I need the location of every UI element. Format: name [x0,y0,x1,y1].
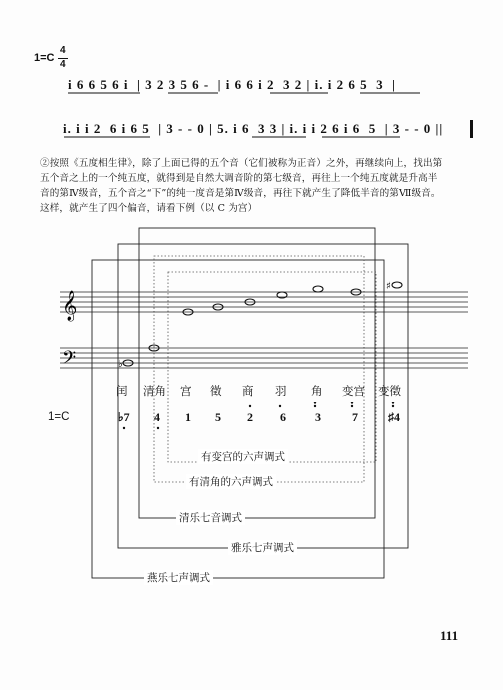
jianpu-yu: 6 [280,410,286,424]
jianpu-biangong: 7 [352,410,358,424]
jianpu-shang: 2 [247,410,253,424]
mode-yayue: 雅乐七声调式 [228,540,297,555]
note-name-biangong: 变宫 [342,384,365,398]
time-signature-top: 4 [60,45,66,56]
time-signature-bottom: 4 [60,59,66,70]
jianpu-zhi: 5 [215,410,221,424]
jianpu-qingjiao: 4 [154,410,160,424]
mode-qingyue: 清乐七音调式 [176,510,245,525]
note-name-qingjiao: 清角 [143,384,166,398]
mode-six-with-qingjiao: 有清角的六声调式 [186,474,276,489]
note-name-jiao: 角 [311,384,323,398]
jianpu-jiao: 3 [315,410,321,424]
score-line-2: i. i i 2 6 i 6 5 | 3 - - 0 | 5. i 6 3 3 | i. i i 2 6 i 6 5 | 3 - - 0 || [63,121,444,136]
note-name-yu: 羽 [275,384,287,398]
paragraph-line-4: 这样，就产生了四个偏音，请看下例（以 C 为宫） [40,203,258,214]
jianpu-bianzhi: ♯4 [388,410,400,424]
treble-clef-icon: 𝄞 [62,291,78,321]
sharp-sign-icon: ♯ [386,281,391,292]
bass-clef-icon: 𝄢 [62,348,77,373]
jianpu-gong: 1 [185,410,191,424]
mode-six-with-biangong: 有变宫的六声调式 [198,449,288,464]
paragraph-line-1: ②按照《五度相生律》，除了上面已得的五个音（它们被称为正音）之外，再继续向上，找出第 [40,158,443,169]
flat-sign-icon: ♭ [118,359,123,370]
treble-staff [60,292,468,312]
score-line-1: i 6 6 5 6 i | 3 2 3 5 6 - | i 6 6 i 2 3 2 | i. i 2 6 5 3 | [68,77,396,92]
diagram-key: 1=C [48,411,70,423]
frame-biangong-six [168,272,376,462]
paragraph-line-2: 五个音之上的一个纯五度，就得到是自然大调音阶的第七级音，再往上一个纯五度就是升高半 [40,173,438,184]
note-name-run: 闰 [116,384,128,398]
jianpu-run: ♭7 [118,410,130,424]
note-name-zhi: 徵 [210,384,222,398]
note-name-shang: 商 [242,384,254,398]
page-number: 111 [440,628,459,643]
key-signature: 1=C [34,52,55,64]
note-name-bianzhi: 变徵 [378,384,401,398]
mode-yanyue: 燕乐七声调式 [144,570,213,585]
note-name-gong: 宫 [180,384,192,398]
paragraph-line-3: 音的第Ⅳ级音，五个音之“下”的纯一度音是第Ⅳ级音，再往下就产生了降低半音的第Ⅶ级音。 [40,188,441,199]
jianpu-octave-dots [110,402,410,432]
